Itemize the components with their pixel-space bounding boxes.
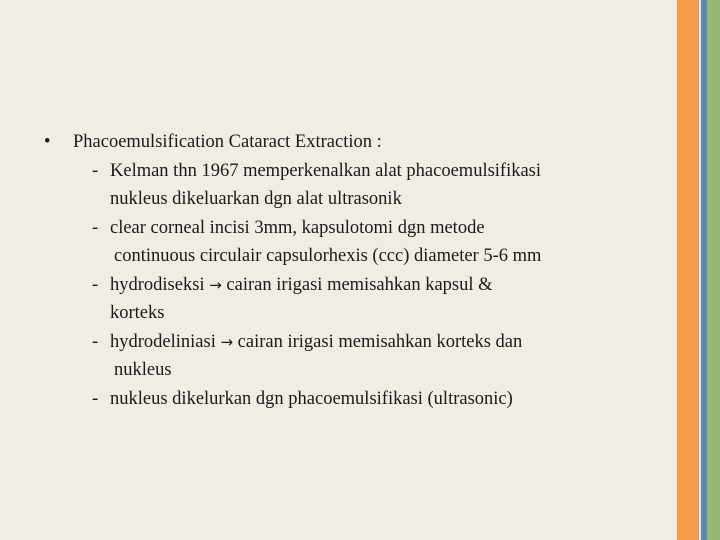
arrow-right-icon: → [220, 332, 234, 351]
list-item-text: korteks [110, 303, 165, 323]
list-item-text: Kelman thn 1967 memperkenalkan alat phacoemulsifikasi [110, 160, 542, 181]
dash-marker: - [92, 160, 99, 181]
list-item-text: continuous circulair capsulorhexis (ccc) diameter 5-6 mm [114, 246, 542, 266]
bullet-heading: Phacoemulsification Cataract Extraction : [73, 132, 382, 152]
list-item [44, 271, 664, 300]
list-item-text: cairan irigasi memisahkan kapsul & [226, 274, 493, 295]
list-item-continuation [44, 299, 664, 328]
decorative-stripe-orange [677, 0, 699, 540]
main-bullet [44, 128, 664, 157]
list-item-text: hydrodiseksi [110, 274, 205, 295]
list-item [44, 328, 664, 357]
list-item [44, 385, 664, 414]
list-item-text: cairan irigasi memisahkan korteks dan [237, 331, 523, 352]
decorative-stripe-green [707, 0, 720, 540]
dash-marker: - [92, 274, 99, 295]
arrow-right-icon: → [209, 275, 222, 294]
slide-content [44, 128, 664, 413]
dash-marker: - [92, 331, 99, 352]
bullet-dot-icon: • [44, 132, 51, 152]
dash-marker: - [92, 388, 99, 409]
list-item-text: hydrodeliniasi [110, 331, 216, 352]
list-item-text: clear corneal incisi 3mm, kapsulotomi dgn metode [110, 217, 485, 238]
list-item-continuation [44, 185, 664, 214]
dash-marker: - [92, 217, 99, 238]
list-item [44, 214, 664, 243]
list-item [44, 157, 664, 186]
list-item-continuation [44, 242, 664, 271]
list-item-continuation [44, 356, 664, 385]
list-item-text: nukleus dikelurkan dgn phacoemulsifikasi (ultrasonic) [110, 388, 513, 409]
list-item-text: nukleus dikeluarkan dgn alat ultrasonik [110, 189, 402, 209]
list-item-text: nukleus [114, 360, 172, 380]
